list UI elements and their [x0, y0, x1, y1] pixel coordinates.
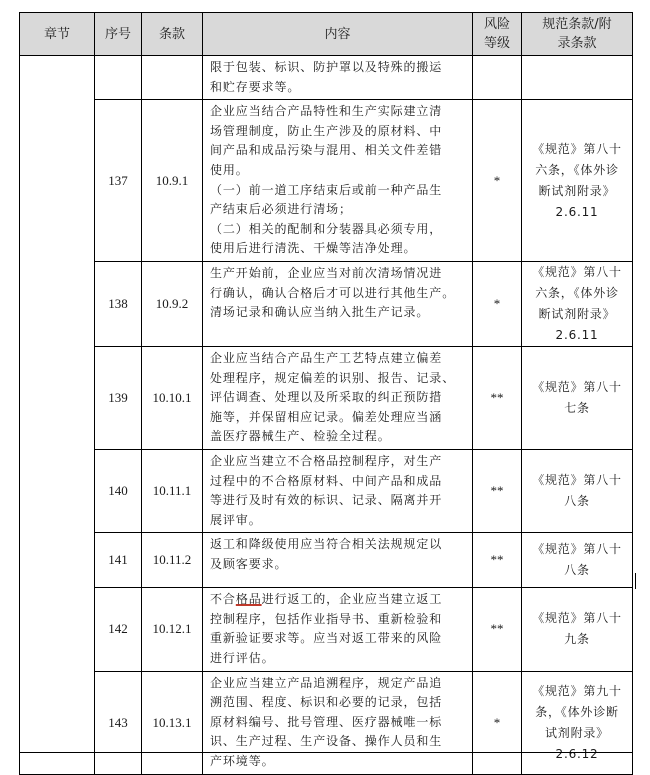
ref-line: 八条: [564, 494, 590, 509]
content-line: 处理程序，规定偏差的识别、报告、记录、: [210, 370, 456, 385]
content-line: 返工和降级使用应当符合相关法规规定以: [210, 537, 443, 552]
ref-line: 《规范》第八十: [532, 542, 622, 557]
ref-line: 《规范》第九十: [532, 683, 622, 698]
ref-line: 《规范》第八十: [532, 611, 622, 626]
content-cell: [203, 261, 473, 346]
content-line: 等进行及时有效的标识、记录、隔离并开: [210, 493, 443, 508]
content-line: 间产品和成品污染与混用、相关文件差错: [210, 143, 443, 158]
seq-cell: 141: [95, 533, 142, 588]
ref-cell: [522, 56, 633, 100]
seq-cell: 139: [95, 346, 142, 449]
content-line: 及顾客要求。: [210, 556, 288, 571]
content-line: 和贮存要求等。: [210, 79, 301, 94]
ref-line: 《规范》第八十: [532, 264, 622, 279]
ref-line: 断试剂附录》: [538, 183, 616, 198]
seq-cell: 143: [95, 671, 142, 774]
content-line: 施等，并保留相应记录。偏差处理应当涵: [210, 409, 443, 424]
ref-line: 六条，《体外诊: [535, 285, 619, 300]
chapter-cell: [20, 56, 95, 775]
ref-cell: [522, 346, 633, 449]
clause-cell: 10.12.1: [142, 588, 203, 671]
content-line: 盖医疗器械生产、检验全过程。: [210, 429, 391, 444]
header-row: [20, 13, 633, 56]
table-row: [20, 533, 633, 588]
table-row: [20, 261, 633, 346]
ref-line: 九条: [564, 632, 590, 647]
header-chapter: 章节: [20, 13, 95, 56]
content-line: 使用。: [210, 162, 249, 177]
spellcheck-underline: 格品: [235, 592, 262, 607]
content-line: 企业应当结合产品生产工艺特点建立偏差: [210, 350, 443, 365]
header-seq: 序号: [95, 13, 142, 56]
content-line: 企业应当建立产品追溯程序，规定产品追: [210, 675, 443, 690]
table-row-continued: [20, 56, 633, 100]
ref-line: 《规范》第八十: [532, 379, 622, 394]
clause-cell: 10.11.2: [142, 533, 203, 588]
ref-line: 2.6.11: [555, 327, 599, 342]
ref-line: 试剂附录》: [544, 725, 609, 740]
ref-line: 六条，《体外诊: [535, 162, 619, 177]
ref-cell: [522, 261, 633, 346]
risk-cell: *: [473, 671, 522, 774]
risk-cell: *: [473, 100, 522, 262]
ref-line: 《规范》第八十: [532, 141, 622, 156]
seq-cell: 137: [95, 100, 142, 262]
content-text: 不合: [210, 592, 236, 607]
content-line: （一）前一道工序结束后或前一种产品生: [210, 182, 443, 197]
risk-cell: **: [473, 533, 522, 588]
content-line: 使用后进行清洗、干燥等洁净处理。: [210, 241, 417, 256]
header-risk: 风险等级: [473, 13, 522, 56]
table-row: [20, 449, 633, 532]
risk-cell: [473, 56, 522, 100]
table-row: [20, 100, 633, 262]
ref-line: 八条: [564, 563, 590, 578]
clause-cell: 10.9.2: [142, 261, 203, 346]
table-row: [20, 588, 633, 671]
content-line: 重新验证要求等。应当对返工带来的风险: [210, 631, 443, 646]
text-cursor: [635, 573, 636, 589]
ref-cell: [522, 588, 633, 671]
content-line: 原材料编号、批号管理、医疗器械唯一标: [210, 714, 443, 729]
header-content: 内容: [203, 13, 473, 56]
content-line: 进行评估。: [210, 651, 275, 666]
content-line: 生产开始前，企业应当对前次清场情况进: [210, 265, 443, 280]
risk-cell: **: [473, 449, 522, 532]
ref-line: 断试剂附录》: [538, 306, 616, 321]
content-cell: [203, 449, 473, 532]
ref-line: 条，《体外诊断: [535, 704, 619, 719]
seq-cell: 138: [95, 261, 142, 346]
clause-cell: 10.13.1: [142, 671, 203, 774]
clause-cell: [142, 56, 203, 100]
content-line: 限于包装、标识、防护罩以及特殊的搬运: [210, 60, 443, 74]
content-line: 行确认，确认合格后才可以进行其他生产。: [210, 285, 456, 300]
ref-line: 《规范》第八十: [532, 473, 622, 488]
ref-line: 2.6.11: [555, 204, 599, 219]
risk-cell: *: [473, 261, 522, 346]
seq-cell: 140: [95, 449, 142, 532]
content-cell: [203, 346, 473, 449]
risk-cell: **: [473, 346, 522, 449]
content-cell: [203, 56, 473, 100]
ref-line: 七条: [564, 400, 590, 415]
content-line: 清场记录和确认应当纳入批生产记录。: [210, 305, 430, 320]
content-line: 产环境等。: [210, 754, 275, 769]
content-line: 识、生产过程、生产设备、操作人员和生: [210, 734, 443, 749]
seq-cell: [95, 56, 142, 100]
content-line: 溯范围、程度、标识和必要的记录，包括: [210, 695, 443, 710]
seq-cell: 142: [95, 588, 142, 671]
content-line: [210, 590, 468, 610]
ref-line: 2.6.12: [555, 746, 599, 761]
content-text: 进行返工的，企业应当建立返工: [261, 592, 443, 607]
content-line: 评估调查、处理以及所采取的纠正预防措: [210, 390, 443, 405]
header-clause: 条款: [142, 13, 203, 56]
clause-cell: 10.10.1: [142, 346, 203, 449]
content-cell: [203, 100, 473, 262]
content-cell: [203, 533, 473, 588]
content-line: 企业应当建立不合格品控制程序，对生产: [210, 453, 443, 468]
ref-cell: [522, 100, 633, 262]
header-ref: 规范条款/附录条款: [522, 13, 633, 56]
content-line: 产结束后必须进行清场；: [210, 202, 352, 217]
content-line: 展评审。: [210, 512, 262, 527]
ref-cell: [522, 449, 633, 532]
content-line: 过程中的不合格原材料、中间产品和成品: [210, 473, 443, 488]
clause-cell: 10.11.1: [142, 449, 203, 532]
content-line: 场管理制度，防止生产涉及的原材料、中: [210, 123, 443, 138]
clause-cell: 10.9.1: [142, 100, 203, 262]
content-line: （二）相关的配制和分装器具必须专用，: [210, 221, 443, 236]
requirements-table: [19, 12, 633, 775]
ref-cell: [522, 533, 633, 588]
content-line: 企业应当结合产品特性和生产实际建立清: [210, 104, 443, 119]
risk-cell: **: [473, 588, 522, 671]
content-cell: [203, 588, 473, 671]
content-line: 控制程序，包括作业指导书、重新检验和: [210, 611, 443, 626]
table-row: [20, 346, 633, 449]
